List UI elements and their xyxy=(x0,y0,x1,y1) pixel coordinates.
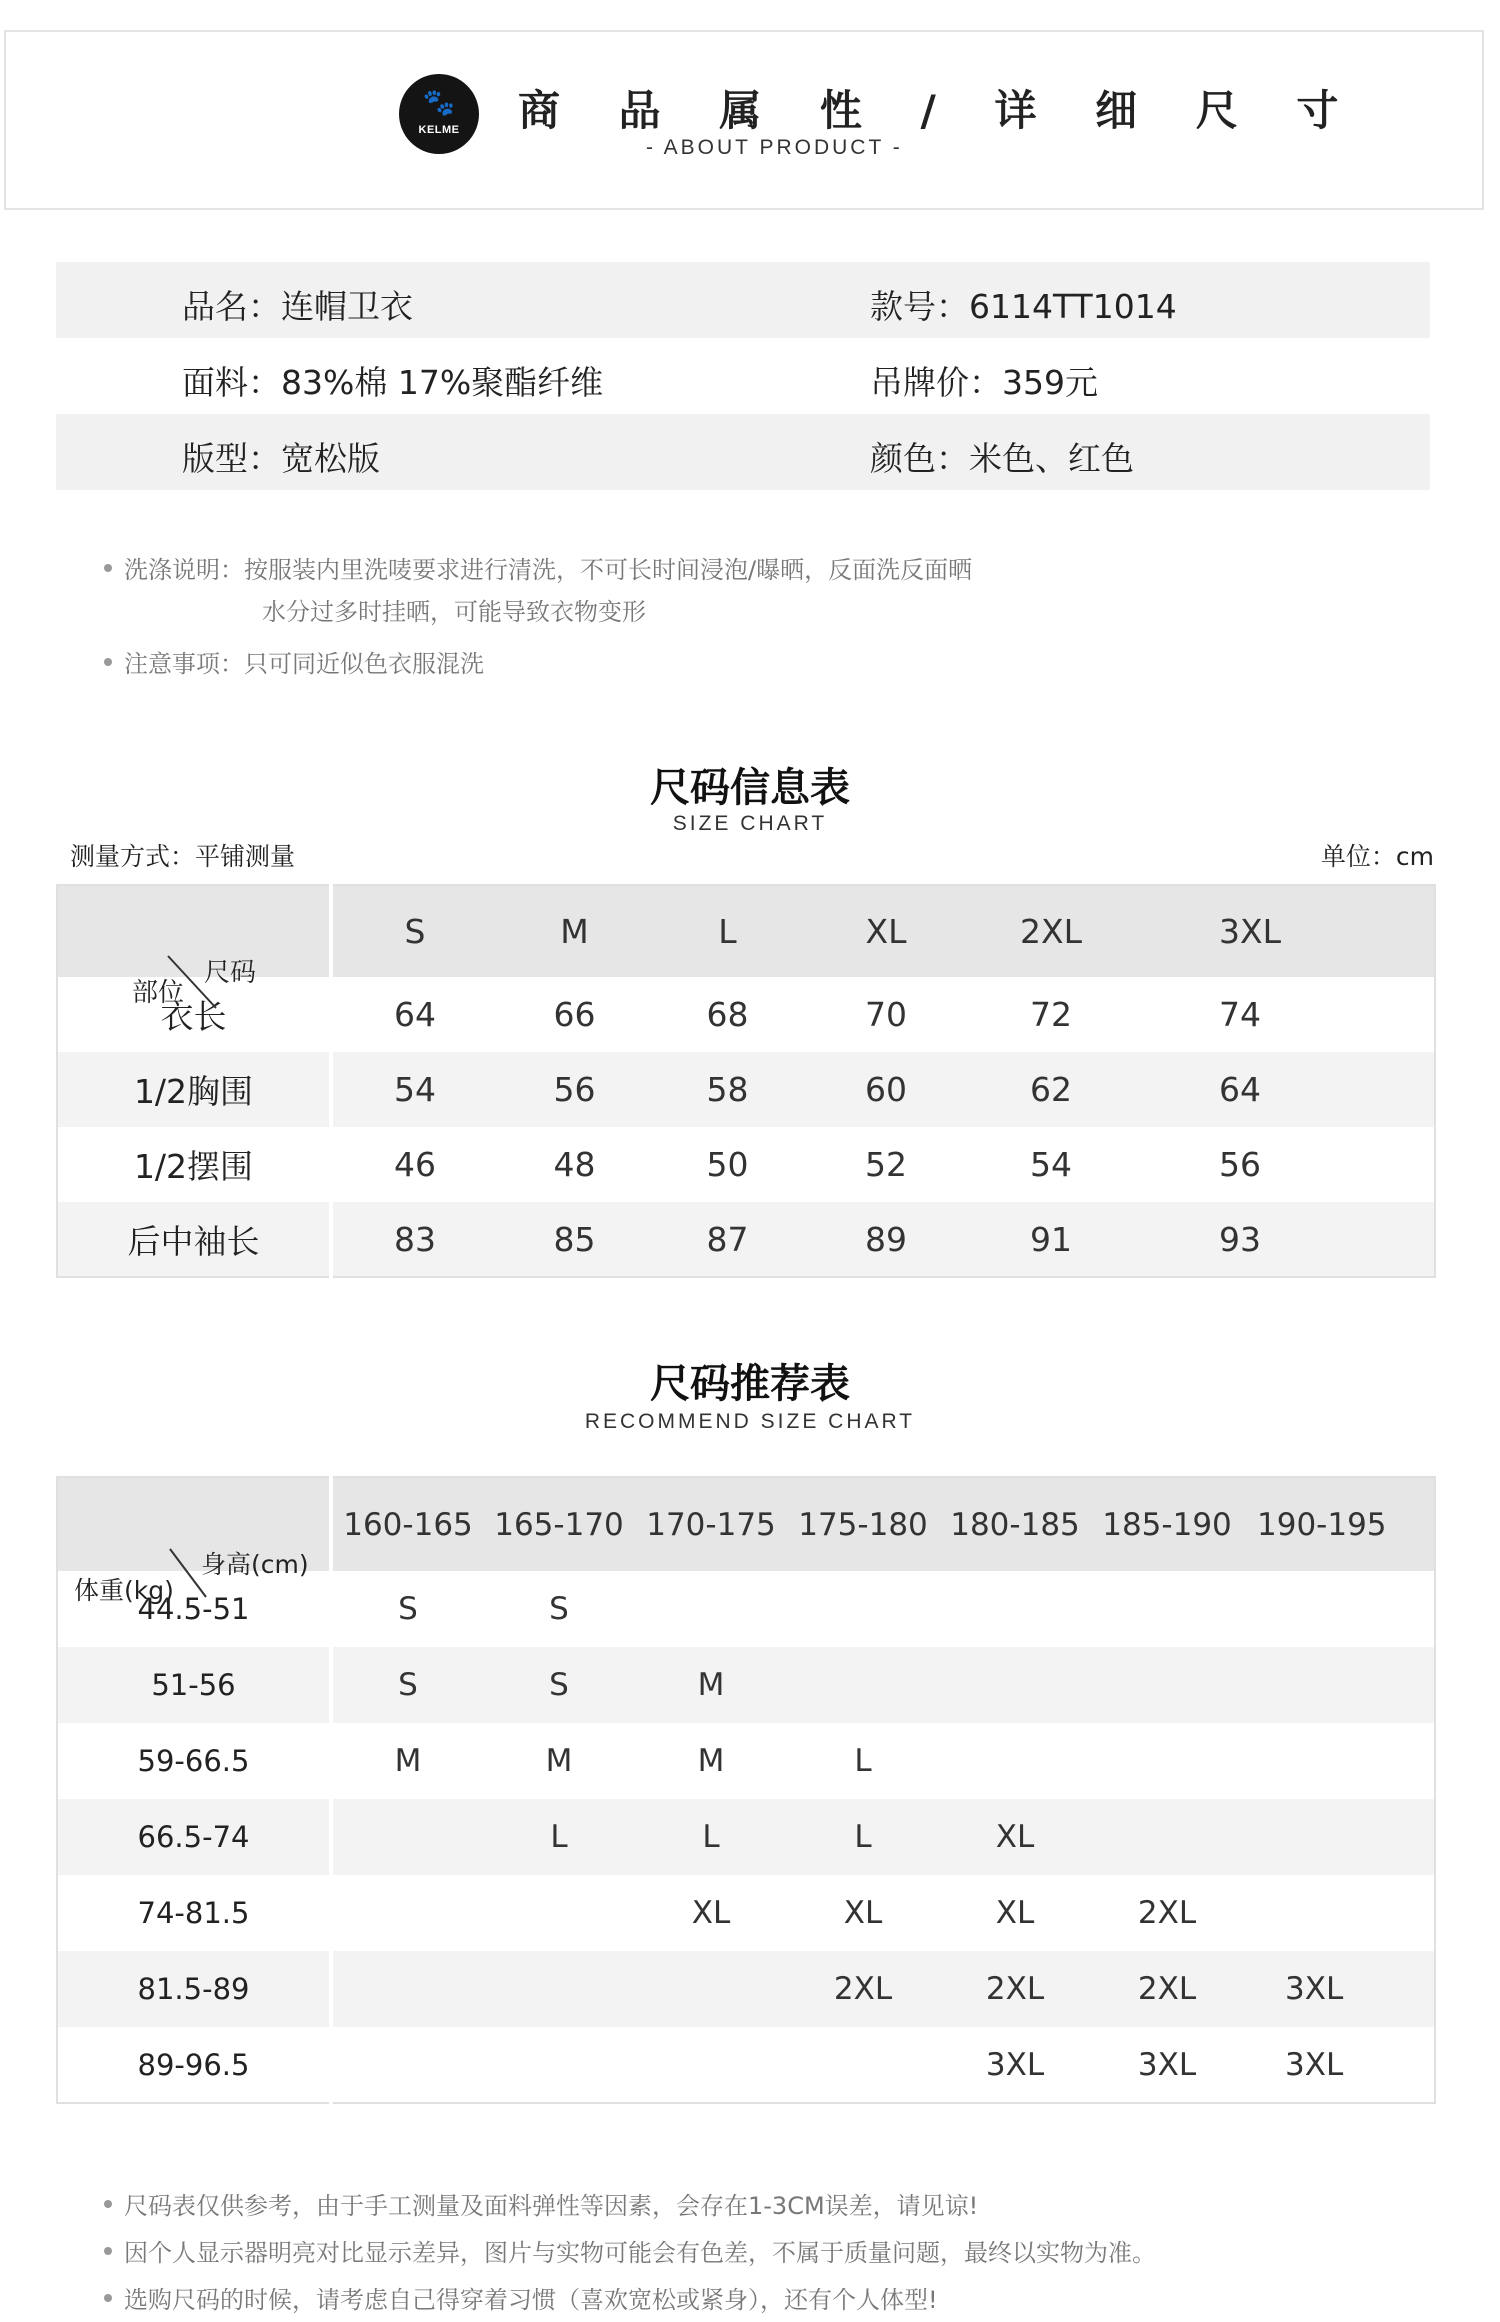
table-row xyxy=(57,1799,1435,1875)
measurement-cell: 58 xyxy=(706,1070,749,1109)
weight-range: 81.5-89 xyxy=(57,1951,331,2027)
size-cell xyxy=(1243,1799,1435,1875)
recommend-chart-table xyxy=(56,1476,1436,2104)
size-header: 2XL xyxy=(1020,912,1082,951)
measurement-cell: 60 xyxy=(865,1070,907,1109)
measurement-cell: 46 xyxy=(394,1145,436,1184)
size-cell: 3XL xyxy=(1137,2046,1197,2083)
wash-note-text: 洗涤说明：按服装内里洗唛要求进行清洗，不可长时间浸泡/曝晒，反面洗反面晒 xyxy=(124,556,973,584)
size-cell xyxy=(331,2027,483,2103)
size-cell xyxy=(1243,1723,1435,1799)
size-cell: M xyxy=(697,1743,725,1779)
size-cell: 3XL xyxy=(1285,2046,1344,2083)
weight-range: 66.5-74 xyxy=(57,1799,331,1875)
size-chart-title: 尺码信息表 xyxy=(650,765,850,811)
measurement-cell: 74 xyxy=(1219,995,1261,1034)
size-cell xyxy=(483,2027,635,2103)
corner-top-label: 尺码 xyxy=(204,957,257,988)
footer-note-text: 选购尺码的时候，请考虑自己得穿着习惯（喜欢宽松或紧身），还有个人体型! xyxy=(124,2286,938,2314)
fit-type: 版型：宽松版 xyxy=(182,439,380,478)
size-cell: 3XL xyxy=(1285,1971,1344,2007)
size-cell xyxy=(331,1875,483,1951)
size-cell xyxy=(1243,1647,1435,1723)
size-cell: 2XL xyxy=(1137,1895,1197,1931)
attribute-row xyxy=(56,262,1430,338)
measurement-cell: 54 xyxy=(394,1070,436,1109)
measurement-cell: 87 xyxy=(706,1219,749,1259)
size-cell xyxy=(787,1647,939,1723)
measurement-cell: 52 xyxy=(865,1145,907,1184)
weight-range: 59-66.5 xyxy=(57,1723,331,1799)
unit-label: 单位：cm xyxy=(1320,842,1434,871)
weight-range: 44.5-51 xyxy=(57,1571,331,1647)
corner-bottom-label: 部位 xyxy=(132,977,185,1008)
size-cell: M xyxy=(394,1743,422,1779)
size-cell xyxy=(939,1723,1091,1799)
measurement-cell: 64 xyxy=(394,995,436,1034)
size-cell xyxy=(635,1571,787,1647)
footer-note-text: 因个人显示器明亮对比显示差异，图片与实物可能会有色差，不属于质量问题，最终以实物为准。 xyxy=(124,2239,1156,2267)
measurement-cell: 70 xyxy=(865,995,907,1034)
size-cell: M xyxy=(697,1667,725,1703)
size-cell xyxy=(1091,1647,1243,1723)
measure-method: 测量方式：平铺测量 xyxy=(70,842,296,871)
table-header-row xyxy=(57,1477,1435,1571)
height-header: 180-185 xyxy=(950,1506,1080,1543)
page-subtitle: - ABOUT PRODUCT - xyxy=(646,136,903,159)
product-attributes xyxy=(56,262,1430,490)
table-row xyxy=(57,1647,1435,1723)
weight-range: 74-81.5 xyxy=(57,1875,331,1951)
size-cell xyxy=(331,1951,483,2027)
measurement-cell: 93 xyxy=(1219,1219,1261,1259)
corner-cell xyxy=(57,885,331,1008)
size-cell xyxy=(1091,1723,1243,1799)
size-cell: S xyxy=(398,1667,418,1703)
measurement-cell: 72 xyxy=(1030,995,1072,1034)
size-cell: S xyxy=(549,1667,569,1703)
size-cell xyxy=(939,1571,1091,1647)
size-cell xyxy=(331,1799,483,1875)
measurement-cell: 64 xyxy=(1219,1070,1261,1109)
size-cell: S xyxy=(398,1591,418,1627)
measurement-cell: 68 xyxy=(706,995,749,1034)
table-row xyxy=(57,1202,1435,1277)
size-cell: L xyxy=(854,1819,872,1855)
size-cell xyxy=(483,1875,635,1951)
body-part: 衣长 xyxy=(57,977,331,1052)
table-row xyxy=(57,1951,1435,2027)
header-box xyxy=(4,30,1484,210)
bullet-icon xyxy=(104,2247,112,2255)
size-cell xyxy=(1243,1875,1435,1951)
footer-note xyxy=(104,2233,1156,2268)
measurement-cell: 56 xyxy=(553,1070,596,1109)
kelme-logo xyxy=(399,74,479,154)
size-cell: 2XL xyxy=(1137,1971,1197,2007)
weight-range: 51-56 xyxy=(57,1647,331,1723)
caution-note-text: 注意事项：只可同近似色衣服混洗 xyxy=(124,650,484,678)
product-name: 品名：连帽卫衣 xyxy=(182,287,413,326)
table-header-row xyxy=(57,885,1435,977)
table-row xyxy=(57,1723,1435,1799)
footer-note xyxy=(104,2186,978,2221)
size-cell: XL xyxy=(995,1819,1035,1855)
size-cell: M xyxy=(545,1743,573,1779)
height-header: 190-195 xyxy=(1257,1506,1387,1543)
caution-note xyxy=(104,644,484,679)
measurement-cell: 50 xyxy=(706,1145,749,1184)
measurement-cell: 62 xyxy=(1030,1070,1072,1109)
measurement-cell: 85 xyxy=(553,1219,596,1259)
measurement-cell: 48 xyxy=(553,1145,596,1184)
height-header: 165-170 xyxy=(494,1506,624,1543)
paw-icon: 🐾 xyxy=(422,88,456,118)
size-header: S xyxy=(404,912,426,951)
size-cell: 2XL xyxy=(985,1971,1045,2007)
page-title: 商 品 属 性 / 详 细 尺 寸 xyxy=(518,86,1361,135)
size-header: L xyxy=(718,912,737,951)
table-row xyxy=(57,1875,1435,1951)
size-header: 3XL xyxy=(1219,912,1281,951)
measurement-cell: 66 xyxy=(553,995,596,1034)
tag-price: 吊牌价：359元 xyxy=(870,363,1098,402)
size-cell: L xyxy=(702,1819,720,1855)
size-header: XL xyxy=(865,912,907,951)
measurement-cell: 89 xyxy=(865,1219,907,1259)
size-cell: L xyxy=(854,1743,872,1779)
bullet-icon xyxy=(104,564,112,572)
size-cell: XL xyxy=(995,1895,1035,1931)
size-cell xyxy=(787,2027,939,2103)
logo-text: KELME xyxy=(418,124,460,136)
body-part: 1/2摆围 xyxy=(57,1127,331,1202)
attribute-row xyxy=(56,414,1430,490)
wash-note-continued: 水分过多时挂晒，可能导致衣物变形 xyxy=(262,598,646,626)
size-cell: XL xyxy=(843,1895,883,1931)
size-cell: 2XL xyxy=(833,1971,893,2007)
size-chart-table xyxy=(56,884,1436,1278)
corner-bottom-label: 体重(kg) xyxy=(74,1575,174,1605)
weight-range: 89-96.5 xyxy=(57,2027,331,2103)
table-row xyxy=(57,2027,1435,2103)
measurement-cell: 54 xyxy=(1030,1145,1072,1184)
diagonal-divider xyxy=(58,932,332,1024)
recommend-chart-title: 尺码推荐表 xyxy=(650,1361,850,1407)
fabric: 面料：83%棉 17%聚酯纤维 xyxy=(182,363,604,402)
body-part: 后中袖长 xyxy=(57,1202,331,1277)
height-header: 185-190 xyxy=(1102,1506,1232,1543)
style-number: 款号：6114TT1014 xyxy=(870,287,1177,326)
height-header: 160-165 xyxy=(343,1506,473,1543)
size-cell xyxy=(635,2027,787,2103)
footer-note-text: 尺码表仅供参考，由于手工测量及面料弹性等因素，会存在1-3CM误差，请见谅! xyxy=(124,2192,979,2220)
size-cell: S xyxy=(549,1591,569,1627)
size-cell xyxy=(939,1647,1091,1723)
size-chart-subtitle: SIZE CHART xyxy=(672,812,828,835)
size-cell xyxy=(787,1571,939,1647)
height-header: 170-175 xyxy=(646,1506,776,1543)
measurement-cell: 83 xyxy=(394,1219,436,1259)
bullet-icon xyxy=(104,2200,112,2208)
wash-note xyxy=(104,550,972,585)
table-row xyxy=(57,1052,1435,1127)
body-part: 1/2胸围 xyxy=(57,1052,331,1127)
measurement-cell: 91 xyxy=(1030,1219,1072,1259)
size-cell xyxy=(1091,1799,1243,1875)
bullet-icon xyxy=(104,2294,112,2302)
table-row xyxy=(57,1127,1435,1202)
size-cell: XL xyxy=(691,1895,731,1931)
footer-note xyxy=(104,2280,938,2315)
size-header: M xyxy=(560,912,589,951)
size-cell xyxy=(1091,1571,1243,1647)
bullet-icon xyxy=(104,658,112,666)
measurement-cell: 56 xyxy=(1219,1145,1261,1184)
height-header: 175-180 xyxy=(798,1506,928,1543)
size-cell xyxy=(1243,1571,1435,1647)
corner-top-label: 身高(cm) xyxy=(201,1549,309,1579)
size-cell xyxy=(483,1951,635,2027)
corner-cell xyxy=(57,1477,331,1605)
attribute-row xyxy=(56,338,1430,414)
recommend-chart-subtitle: RECOMMEND SIZE CHART xyxy=(584,1410,916,1433)
colors: 颜色：米色、红色 xyxy=(870,439,1134,478)
size-cell: 3XL xyxy=(985,2046,1045,2083)
size-cell: L xyxy=(550,1819,568,1855)
size-cell xyxy=(635,1951,787,2027)
